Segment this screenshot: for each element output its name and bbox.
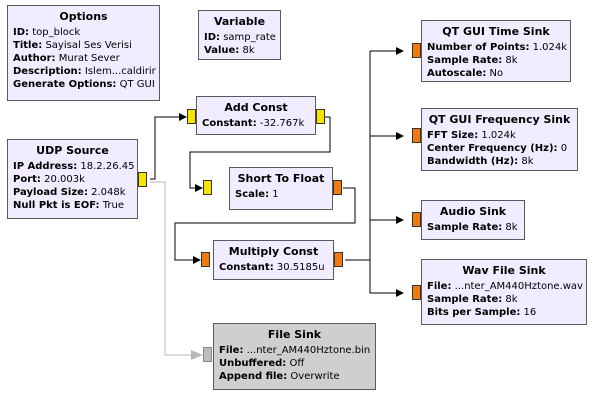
qt-gui-time-sink-block[interactable] (421, 20, 571, 82)
file-sink-in-port[interactable] (203, 347, 212, 362)
block-title: Variable (213, 15, 266, 28)
param-row: Port: 20.003k (13, 174, 85, 185)
param-row: File: ...nter_AM440Hztone.wav (427, 281, 583, 292)
param-row: FFT Size: 1.024k (427, 130, 516, 141)
wire-to-wavsink[interactable] (370, 260, 403, 293)
param-row: Title: Sayisal Ses Verisi (13, 40, 132, 51)
block-title: UDP Source (36, 144, 109, 157)
multiply-const-block[interactable] (213, 240, 334, 280)
block-title: QT GUI Time Sink (442, 25, 550, 38)
block-title: Multiply Const (228, 245, 319, 258)
add-const-out-port[interactable] (316, 109, 325, 124)
multiply-const-in-port[interactable] (201, 252, 210, 267)
param-row: ID: top_block (13, 27, 81, 38)
multiply-const-out-port[interactable] (334, 252, 343, 267)
param-row: Append file: Overwrite (219, 371, 340, 382)
short-to-float-in-port[interactable] (203, 180, 212, 195)
wire-udp-to-addconst[interactable] (150, 117, 186, 179)
param-row: Sample Rate: 8k (427, 222, 518, 233)
wire-multiplyconst-to-sinks[interactable] (345, 51, 370, 260)
options-block[interactable] (7, 5, 160, 101)
param-row: Sample Rate: 8k (427, 55, 518, 66)
block-title: Options (59, 10, 108, 23)
param-row: Value: 8k (204, 45, 255, 56)
wire-udp-to-filesink[interactable] (150, 182, 202, 355)
param-row: Bits per Sample: 16 (427, 307, 537, 318)
param-row: Unbuffered: Off (219, 358, 305, 369)
udp-source-block[interactable] (7, 139, 138, 219)
block-title: File Sink (267, 328, 322, 341)
param-row: Generate Options: QT GUI (13, 79, 155, 90)
short-to-float-out-port[interactable] (333, 180, 342, 195)
audio-sink-block[interactable] (421, 200, 525, 240)
add-const-block[interactable] (196, 96, 316, 135)
param-row: Number of Points: 1.024k (427, 42, 568, 53)
udp-source-out-port[interactable] (138, 172, 147, 187)
param-row: File: ...nter_AM440Hztone.bin (219, 345, 371, 356)
qt-gui-frequency-sink-block[interactable] (421, 108, 578, 171)
param-row: Payload Size: 2.048k (13, 187, 126, 198)
add-const-in-port[interactable] (187, 109, 196, 124)
file-sink-block[interactable] (213, 323, 376, 390)
param-row: Scale: 1 (235, 189, 279, 200)
param-row: Constant: 30.5185u (219, 262, 325, 273)
param-row: Description: Islem...caldirir (13, 66, 156, 77)
block-title: QT GUI Frequency Sink (428, 113, 571, 126)
block-title: Audio Sink (439, 205, 507, 218)
block-title: Short To Float (237, 172, 325, 185)
param-row: Constant: -32.767k (202, 118, 305, 129)
wav-sink-in-port[interactable] (412, 285, 421, 300)
block-title: Wav File Sink (462, 264, 546, 277)
param-row: Bandwidth (Hz): 8k (427, 156, 534, 167)
param-row: Center Frequency (Hz): 0 (427, 143, 568, 154)
param-row: IP Address: 18.2.26.45 (13, 161, 135, 172)
audio-sink-in-port[interactable] (412, 212, 421, 227)
freq-sink-in-port[interactable] (412, 128, 421, 143)
block-title: Add Const (224, 101, 288, 114)
wav-file-sink-block[interactable] (421, 259, 587, 325)
short-to-float-block[interactable] (229, 167, 333, 210)
variable-block[interactable] (198, 10, 281, 60)
time-sink-in-port[interactable] (412, 43, 421, 58)
param-row: ID: samp_rate (204, 32, 276, 43)
param-row: Sample Rate: 8k (427, 294, 518, 305)
param-row: Author: Murat Sever (13, 53, 120, 64)
param-row: Autoscale: No (427, 68, 504, 79)
param-row: Null Pkt is EOF: True (13, 200, 124, 211)
